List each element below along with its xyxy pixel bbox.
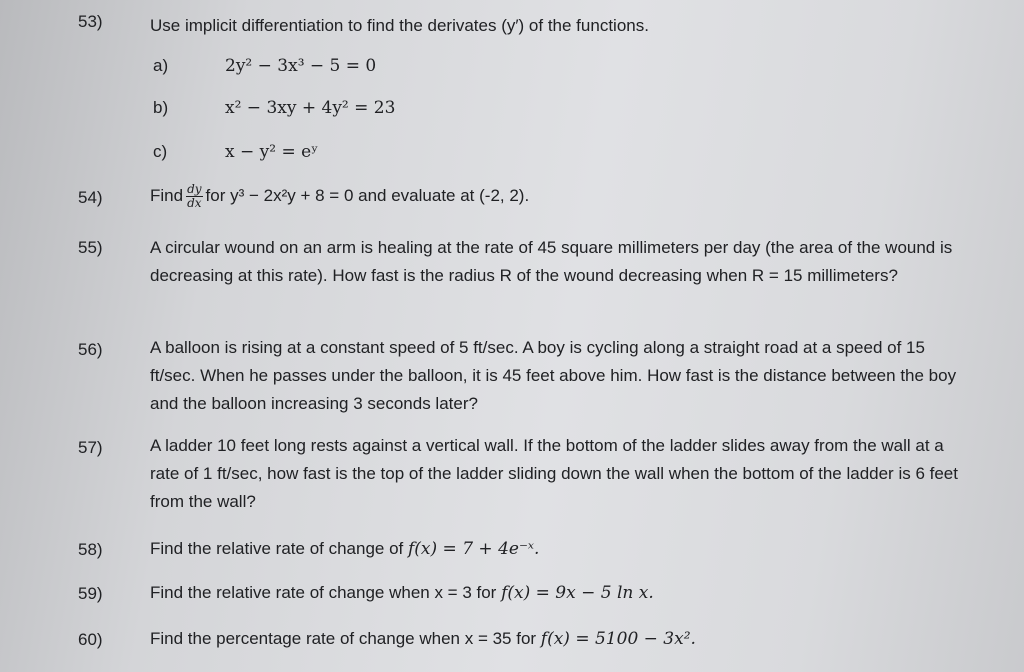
question-54-text: [150, 182, 970, 210]
question-58-formula: f(x) = 7 + 4e⁻ˣ.: [408, 539, 540, 559]
question-53a-equation: 2y² − 3x³ − 5 = 0: [225, 56, 377, 76]
question-58-text: Find the relative rate of change of: [150, 539, 404, 558]
question-55-text: A circular wound on an arm is healing at the rate of 45 square millimeters per day (the area of the wound is decreasing at this rate). How fast is the radius R of the wound decreasing when R = 15 millimeters?: [150, 238, 953, 285]
question-60-line: [150, 625, 970, 653]
question-53c-equation: x − y² = eʸ: [225, 142, 319, 162]
question-54-rest: for y³ − 2x²y + 8 = 0 and evaluate at (-2, 2).: [205, 186, 530, 205]
question-54-find: Find: [150, 186, 184, 205]
question-53b-label: b): [153, 98, 169, 117]
question-58-line: [150, 535, 970, 563]
question-56-number: 56): [78, 340, 103, 359]
question-59-number: 59): [78, 584, 103, 603]
question-53b-equation: x² − 3xy + 4y² = 23: [225, 98, 396, 118]
question-55-number: 55): [78, 238, 103, 257]
fraction-numerator: dy: [187, 182, 202, 197]
question-59-formula: f(x) = 9x − 5 ln x.: [501, 583, 654, 603]
question-57-text: A ladder 10 feet long rests against a vertical wall. If the bottom of the ladder slides away from the wall at a rate of 1 ft/sec, how fast is the top of the ladder sliding down the wall when the bottom of the ladder is 6 feet from the wall?: [150, 436, 958, 511]
question-58-number: 58): [78, 540, 103, 559]
fraction-denominator: dx: [187, 196, 202, 211]
question-60-formula: f(x) = 5100 − 3x².: [540, 629, 696, 649]
question-53c-label: c): [153, 142, 168, 161]
question-59-text: Find the relative rate of change when x = 3 for: [150, 583, 497, 602]
question-53-prompt: Use implicit differentiation to find the derivates (y′) of the functions.: [150, 16, 649, 35]
question-56-text: A balloon is rising at a constant speed of 5 ft/sec. A boy is cycling along a straight road at a speed of 15 ft/sec. When he passes under the balloon, it is 45 feet above him. How fast is the distance between the boy and the balloon increasing 3 seconds later?: [150, 338, 957, 413]
dy-dx-fraction: [186, 183, 202, 210]
question-57-number: 57): [78, 438, 103, 457]
question-60-number: 60): [78, 630, 103, 649]
question-60-text: Find the percentage rate of change when x = 35 for: [150, 629, 537, 648]
question-54-number: 54): [78, 188, 103, 207]
question-53-number: 53): [78, 12, 103, 31]
question-59-line: [150, 579, 970, 607]
question-53a-label: a): [153, 56, 169, 75]
